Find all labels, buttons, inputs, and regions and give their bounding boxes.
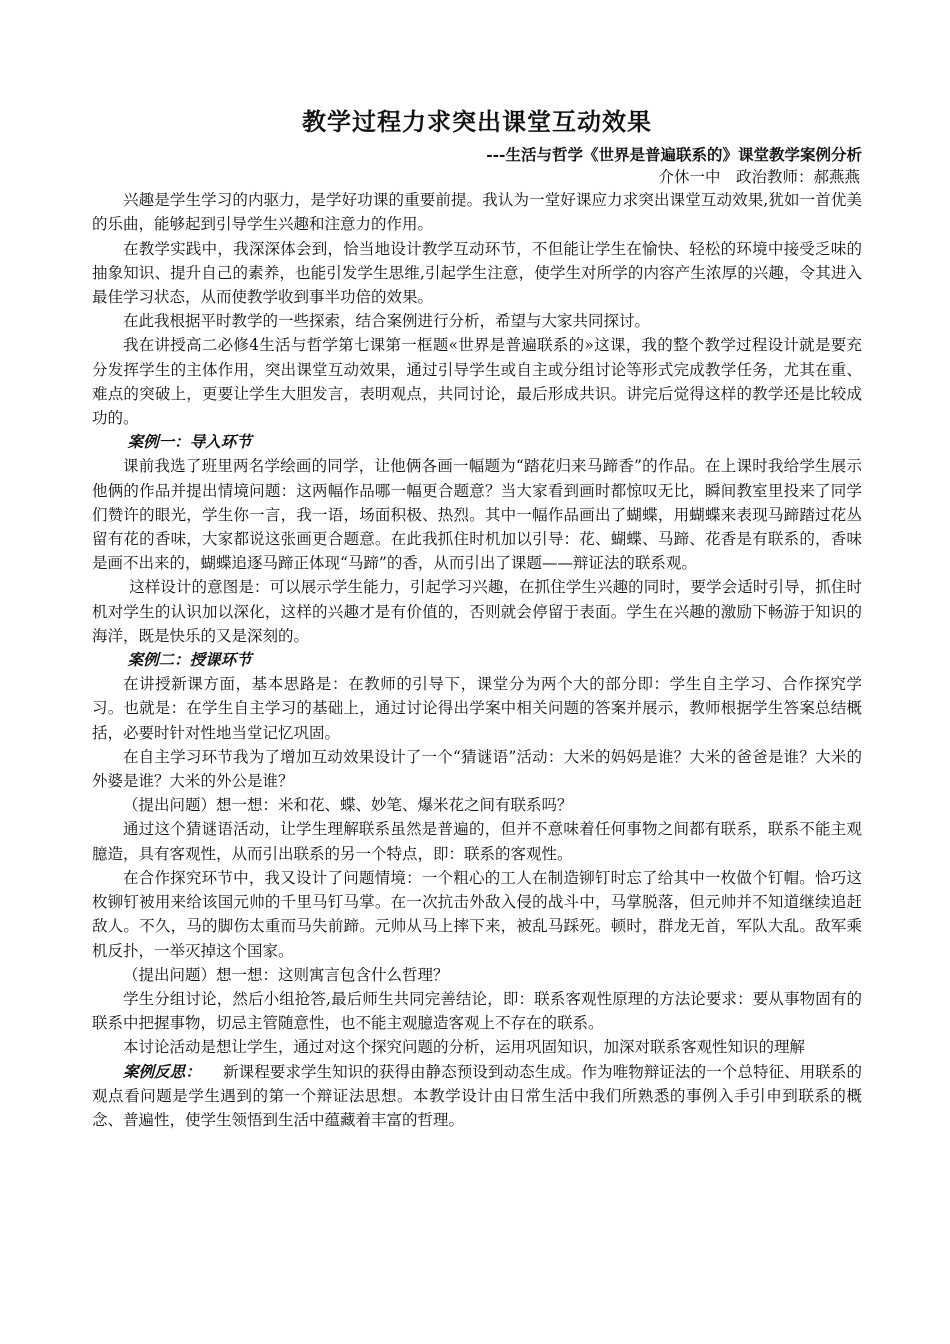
case2-paragraph: 在讲授新课方面，基本思路是：在教师的引导下，课堂分为两个大的部分即：学生自主学习、合作探究学习。也就是：在学生自主学习的基础上，通过讨论得出学案中相关问题的答案并展示，教师根据学生答案总结概括，必要时针对性地当堂记忆巩固。 xyxy=(92,675,862,742)
case2-heading: 案例二：授课环节 xyxy=(127,650,252,670)
intro-paragraph: 我在讲授高二必修4生活与哲学第七课第一框题«世界是普遍联系的»这课，我的整个教学过程设计就是要充分发挥学生的主体作用，突出课堂互动效果，通过引导学生或自主或分组讨论等形式完成教学任务，尤其在重、难点的突破上，更要让学生大胆发言，表明观点，共同讨论，最后形成共识。讲完后觉得这样的教学还是比较成功的。 xyxy=(92,336,862,428)
case2-question: （提出问题）想一想：米和花、蝶、妙笔、爆米花之间有联系吗？ xyxy=(123,796,573,815)
case2-paragraph: 本讨论活动是想让学生，通过对这个探究问题的分析，运用巩固知识，加深对联系客观性知识的理解 xyxy=(123,1038,806,1057)
case1-paragraph: 课前我选了班里两名学绘画的同学，让他俩各画一幅题为“踏花归来马蹄香”的作品。在上课时我给学生展示他俩的作品并提出情境问题：这两幅作品哪一幅更合题意？当大家看到画时都惊叹无比，瞬间教室里投来了同学们赞许的眼光，学生你一言，我一语，场面积极、热烈。其中一幅作品画出了蝴蝶，用蝴蝶来表现马蹄踏过花丛留有花的香味，大家都说这张画更合题意。在此我抓住时机加以引导：花、蝴蝶、马蹄、花香是有联系的，香味是画不出来的，蝴蝶追逐马蹄正体现“马蹄”的香，从而引出了课题——辩证法的联系观。 xyxy=(92,457,862,573)
intro-paragraph: 兴趣是学生学习的内驱力，是学好功课的重要前提。我认为一堂好课应力求突出课堂互动效果,犹如一首优美的乐曲，能够起到引导学生兴趣和注意力的作用。 xyxy=(92,191,862,234)
author-line: 介休一中 政治教师：郝燕燕 xyxy=(658,168,860,187)
reflection-text: 新课程要求学生知识的获得由静态预设到动态生成。作为唯物辩证法的一个总特征、用联系的观点看问题是学生遇到的第一个辩证法思想。本教学设计由日常生活中我们所熟悉的事例入手引申到联系的概念、普遍性，使学生领悟到生活中蕴藏着丰富的哲理。 xyxy=(92,1062,862,1129)
intro-paragraph: 在教学实践中，我深深体会到，恰当地设计教学互动环节，不但能让学生在愉快、轻松的环境中接受乏味的抽象知识、提升自己的素养，也能引发学生思维,引起学生注意，使学生对所学的内容产生浓厚的兴趣，令其进入最佳学习状态，从而使教学收到事半功倍的效果。 xyxy=(92,239,862,307)
document-title: 教学过程力求突出课堂互动效果 xyxy=(302,108,652,136)
case2-paragraph: 通过这个猜谜语活动，让学生理解联系虽然是普遍的，但并不意味着任何事物之间都有联系，联系不能主观臆造，具有客观性，从而引出联系的另一个特点，即：联系的客观性。 xyxy=(92,820,862,863)
case2-question: （提出问题）想一想：这则寓言包含什么哲理？ xyxy=(123,965,449,984)
reflection-heading: 案例反思： xyxy=(123,1061,201,1081)
case1-heading: 案例一：导入环节 xyxy=(127,432,252,452)
case2-paragraph: 在自主学习环节我为了增加互动效果设计了一个“猜谜语”活动：大米的妈妈是谁？大米的爸爸是谁？大米的外婆是谁？大米的外公是谁？ xyxy=(92,747,862,791)
case2-paragraph: 学生分组讨论，然后小组抢答,最后师生共同完善结论，即：联系客观性原理的方法论要求：要从事物固有的联系中把握事物，切忌主管随意性，也不能主观臆造客观上不存在的联系。 xyxy=(92,989,862,1033)
document-page xyxy=(92,106,862,1132)
case2-paragraph: 在合作探究环节中，我又设计了问题情境：一个粗心的工人在制造铆钉时忘了给其中一枚做个钉帽。恰巧这枚铆钉被用来给该国元帅的千里马钉马掌。在一次抗击外敌入侵的战斗中，马掌脱落，但元帅并不知道继续追赶敌人。不久，马的脚伤太重而马失前蹄。元帅从马上摔下来，被乱马踩死。顿时，群龙无首，军队大乱。敌军乘机反扑，一举灭掉这个国家。 xyxy=(92,868,862,960)
intro-paragraph: 在此我根据平时教学的一些探索，结合案例进行分析，希望与大家共同探讨。 xyxy=(123,312,651,331)
document-subtitle: ---生活与哲学《世界是普遍联系的》课堂教学案例分析 xyxy=(486,145,862,165)
reflection-paragraph xyxy=(92,1060,862,1133)
case1-paragraph: 这样设计的意图是：可以展示学生能力，引起学习兴趣，在抓住学生兴趣的同时，要学会适时引导，抓住时机对学生的认识加以深化，这样的兴趣才是有价值的，否则就会停留于表面。学生在兴趣的激励下畅游于知识的海洋，既是快乐的又是深刻的。 xyxy=(92,578,862,645)
